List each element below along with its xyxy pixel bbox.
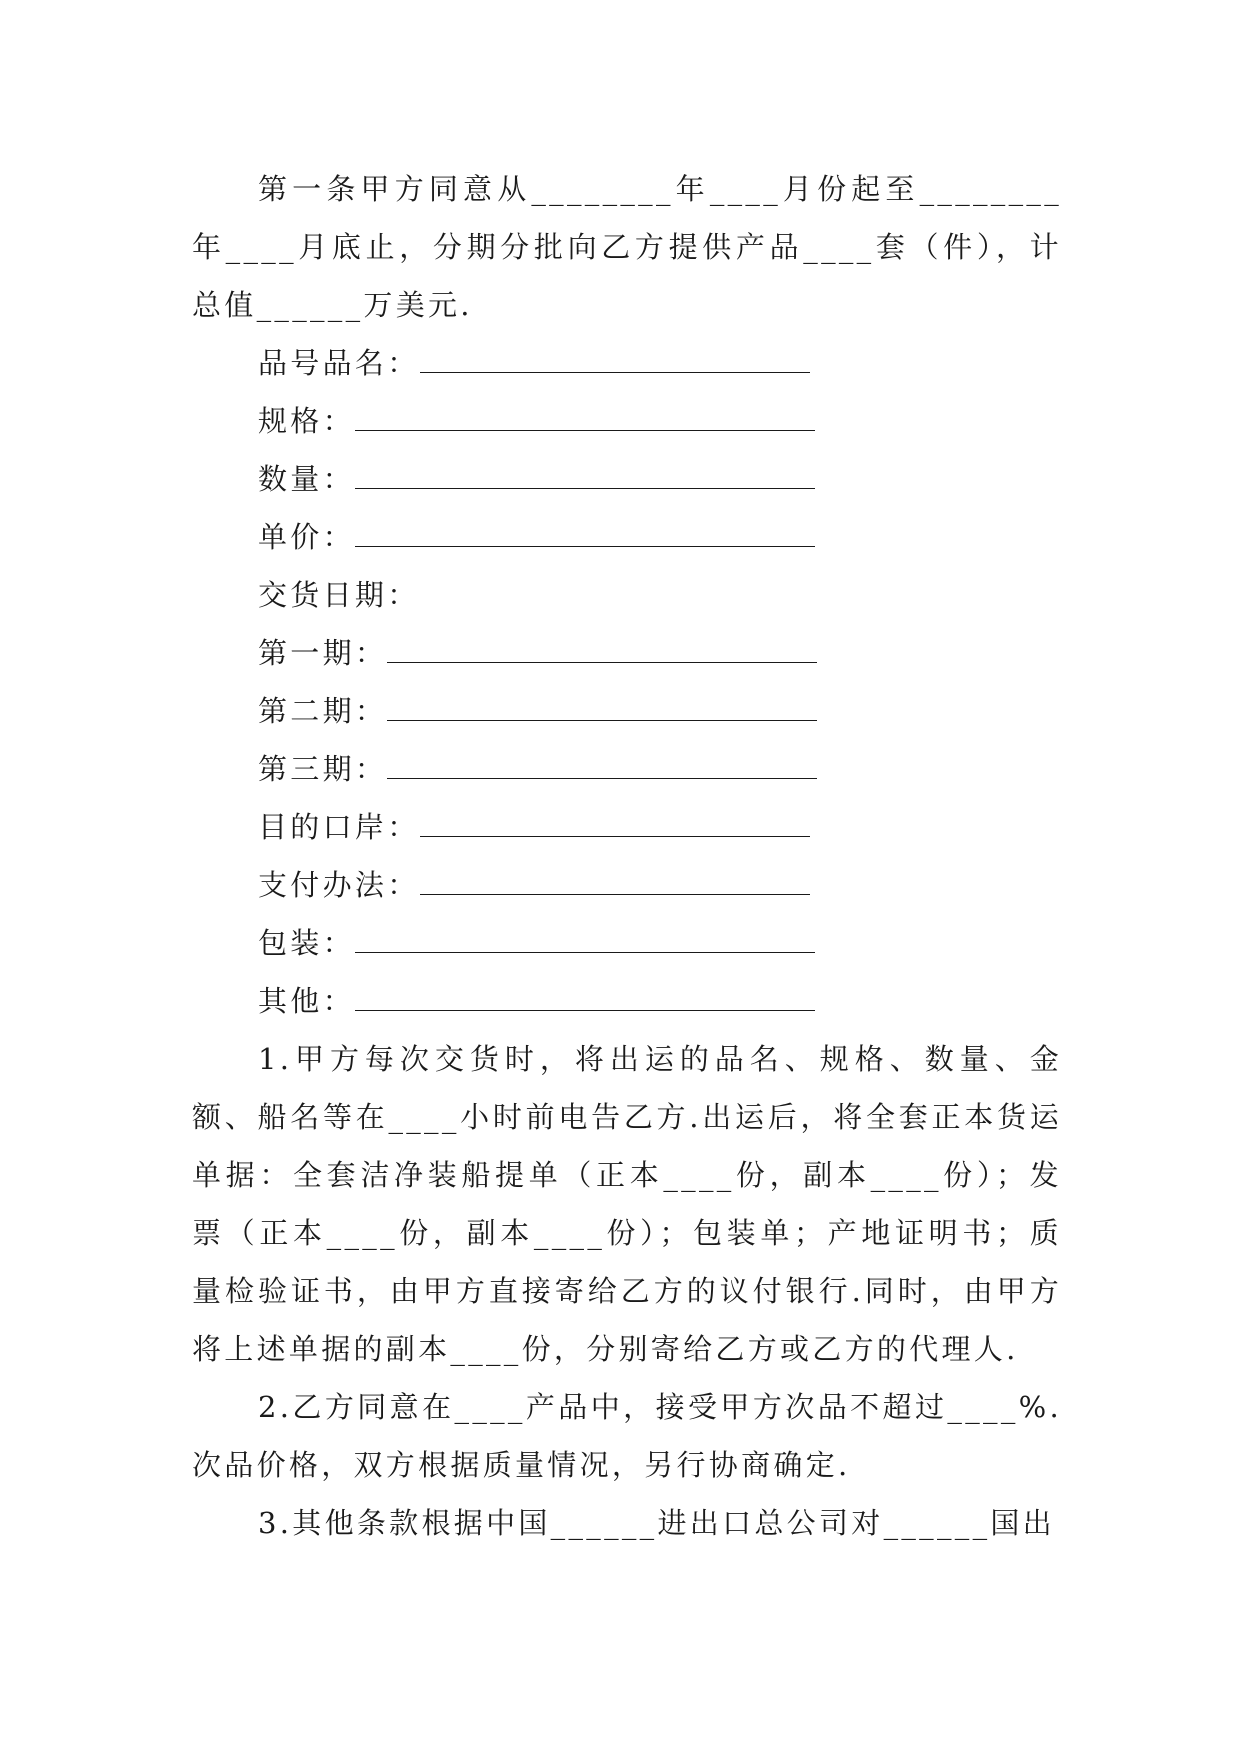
field-product-name <box>192 334 1062 392</box>
blank-line <box>355 930 815 953</box>
blank-line <box>387 640 817 663</box>
clause-3: 3.其他条款根据中国______进出口总公司对______国出 <box>258 1506 1055 1540</box>
blank-line <box>420 350 810 373</box>
field-destination-port <box>192 798 1062 856</box>
clause-1: 1.甲方每次交货时，将出运的品名、规格、数量、金额、船名等在____小时前电告乙方.出运后，将全套正本货运单据：全套洁净装船提单（正本____份，副本____份）；发票（正本____份，副本____份）；包装单；产地证明书；质量检验证书，由甲方直接寄给乙方的议付银行.同时，由甲方将上述单据的副本____份，分别寄给乙方或乙方的代理人. <box>192 1042 1062 1366</box>
blank-line <box>355 466 815 489</box>
field-label: 其他： <box>258 984 355 1018</box>
field-payment-method <box>192 856 1062 914</box>
field-period-1 <box>192 624 1062 682</box>
blank-line <box>355 408 815 431</box>
field-label: 支付办法： <box>258 868 420 902</box>
blank-line <box>355 524 815 547</box>
blank-line <box>420 872 810 895</box>
field-label: 单价： <box>258 520 355 554</box>
field-other <box>192 972 1062 1030</box>
field-label: 第二期： <box>258 694 388 728</box>
field-period-3 <box>192 740 1062 798</box>
field-label: 品号品名： <box>258 346 420 380</box>
field-period-2 <box>192 682 1062 740</box>
contract-text <box>192 160 1062 1552</box>
field-label: 目的口岸： <box>258 810 420 844</box>
field-label: 规格： <box>258 404 355 438</box>
blank-line <box>387 756 817 779</box>
field-label: 交货日期： <box>258 578 420 612</box>
field-quantity <box>192 450 1062 508</box>
field-specification <box>192 392 1062 450</box>
field-label: 第一期： <box>258 636 388 670</box>
field-packaging <box>192 914 1062 972</box>
clause-2: 2.乙方同意在____产品中，接受甲方次品不超过____%.次品价格，双方根据质量情况，另行协商确定. <box>192 1390 1062 1482</box>
blank-line <box>387 698 817 721</box>
blank-line <box>420 814 810 837</box>
blank-line <box>355 988 815 1011</box>
field-label: 数量： <box>258 462 355 496</box>
field-unit-price <box>192 508 1062 566</box>
field-label: 第三期： <box>258 752 388 786</box>
article-1: 第一条甲方同意从________年____月份起至________年____月底止，分期分批向乙方提供产品____套（件），计总值______万美元. <box>192 172 1062 322</box>
delivery-date-heading <box>192 566 1062 624</box>
field-label: 包装： <box>258 926 355 960</box>
